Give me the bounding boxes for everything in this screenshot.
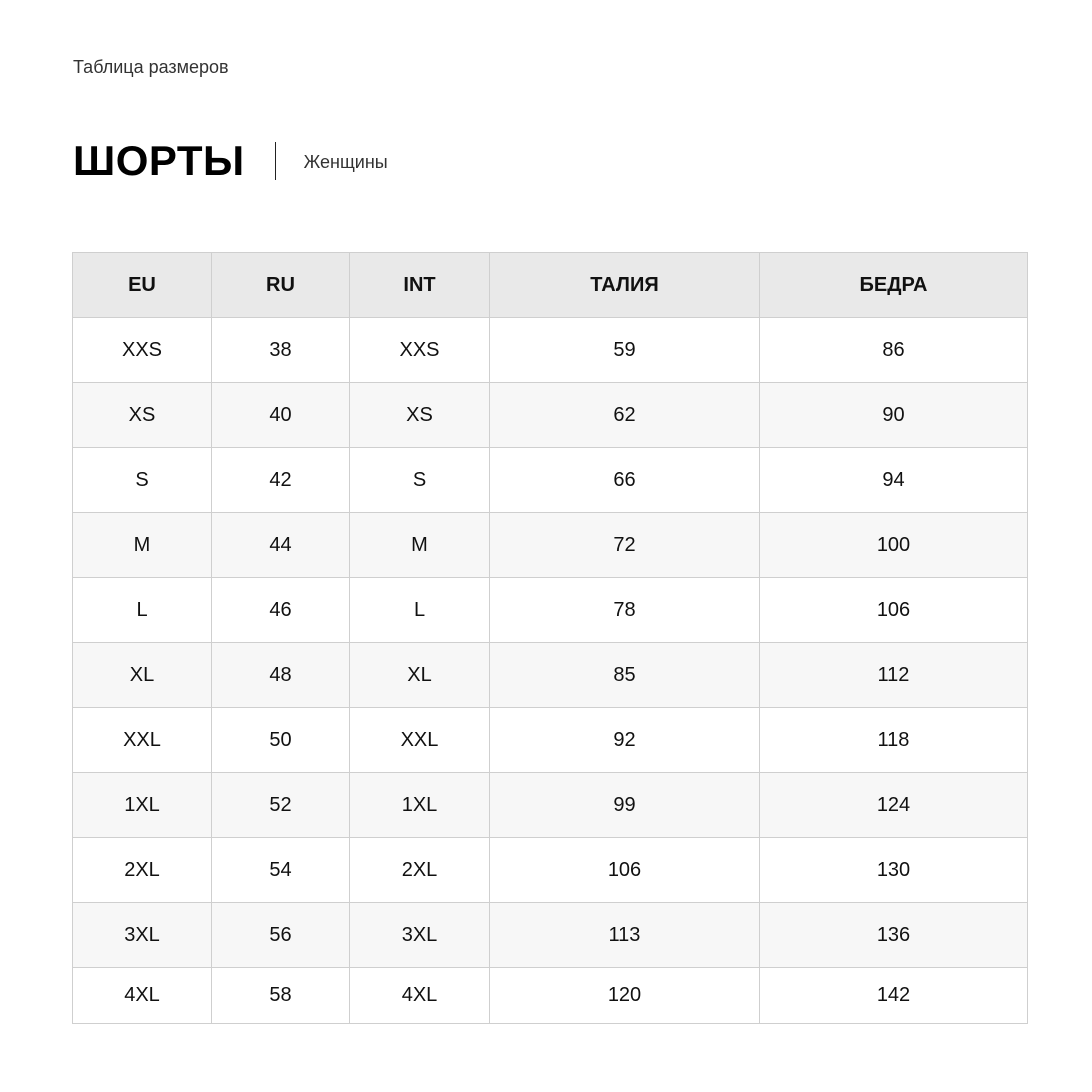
table-cell: 52 [212, 773, 350, 838]
table-row [73, 513, 1028, 578]
table-cell: 42 [212, 448, 350, 513]
table-row [73, 968, 1028, 1024]
table-cell: 58 [212, 968, 350, 1024]
page-title: ШОРТЫ [73, 137, 245, 184]
table-cell: 112 [760, 643, 1028, 708]
column-header: EU [73, 253, 212, 318]
title-divider [275, 142, 276, 180]
table-cell: 92 [490, 708, 760, 773]
table-cell: 99 [490, 773, 760, 838]
category-label: Женщины [303, 151, 388, 172]
table-cell: 56 [212, 903, 350, 968]
column-header: БЕДРА [760, 253, 1028, 318]
table-cell: 38 [212, 318, 350, 383]
table-cell: 72 [490, 513, 760, 578]
table-body [73, 318, 1028, 1024]
table-cell: 106 [490, 838, 760, 903]
table-cell: 142 [760, 968, 1028, 1024]
table-cell: 4XL [73, 968, 212, 1024]
table-cell: 85 [490, 643, 760, 708]
table-cell: 136 [760, 903, 1028, 968]
table-cell: 86 [760, 318, 1028, 383]
table-cell: 46 [212, 578, 350, 643]
table-cell: XS [350, 383, 490, 448]
table-cell: L [73, 578, 212, 643]
table-row [73, 643, 1028, 708]
column-header: ТАЛИЯ [490, 253, 760, 318]
table-cell: XXS [350, 318, 490, 383]
table-cell: 50 [212, 708, 350, 773]
table-cell: XL [350, 643, 490, 708]
table-cell: XS [73, 383, 212, 448]
column-header: INT [350, 253, 490, 318]
table-cell: 94 [760, 448, 1028, 513]
table-cell: 90 [760, 383, 1028, 448]
table-cell: XXL [350, 708, 490, 773]
table-cell: S [350, 448, 490, 513]
table-cell: 106 [760, 578, 1028, 643]
table-cell: 66 [490, 448, 760, 513]
page-subtitle: Таблица размеров [73, 57, 229, 77]
table-cell: 1XL [73, 773, 212, 838]
table-cell: 54 [212, 838, 350, 903]
size-table [72, 252, 1028, 1024]
table-cell: 3XL [350, 903, 490, 968]
table-cell: XXS [73, 318, 212, 383]
table-header-row [73, 253, 1028, 318]
table-row [73, 903, 1028, 968]
table-cell: 40 [212, 383, 350, 448]
table-cell: 78 [490, 578, 760, 643]
heading-row [73, 136, 388, 186]
table-cell: XXL [73, 708, 212, 773]
table-cell: M [73, 513, 212, 578]
table-row [73, 383, 1028, 448]
table-cell: 4XL [350, 968, 490, 1024]
table-cell: 62 [490, 383, 760, 448]
table-cell: 2XL [73, 838, 212, 903]
table-row [73, 838, 1028, 903]
table-cell: 113 [490, 903, 760, 968]
table-row [73, 578, 1028, 643]
table-cell: 120 [490, 968, 760, 1024]
table-cell: 3XL [73, 903, 212, 968]
table-row [73, 773, 1028, 838]
table-cell: S [73, 448, 212, 513]
table-cell: L [350, 578, 490, 643]
table-cell: M [350, 513, 490, 578]
table-cell: 124 [760, 773, 1028, 838]
table-row [73, 318, 1028, 383]
table-cell: XL [73, 643, 212, 708]
column-header: RU [212, 253, 350, 318]
table-cell: 118 [760, 708, 1028, 773]
table-cell: 130 [760, 838, 1028, 903]
table-cell: 44 [212, 513, 350, 578]
table-cell: 1XL [350, 773, 490, 838]
table-cell: 100 [760, 513, 1028, 578]
table-cell: 59 [490, 318, 760, 383]
table-row [73, 448, 1028, 513]
table-row [73, 708, 1028, 773]
table-cell: 48 [212, 643, 350, 708]
table-cell: 2XL [350, 838, 490, 903]
